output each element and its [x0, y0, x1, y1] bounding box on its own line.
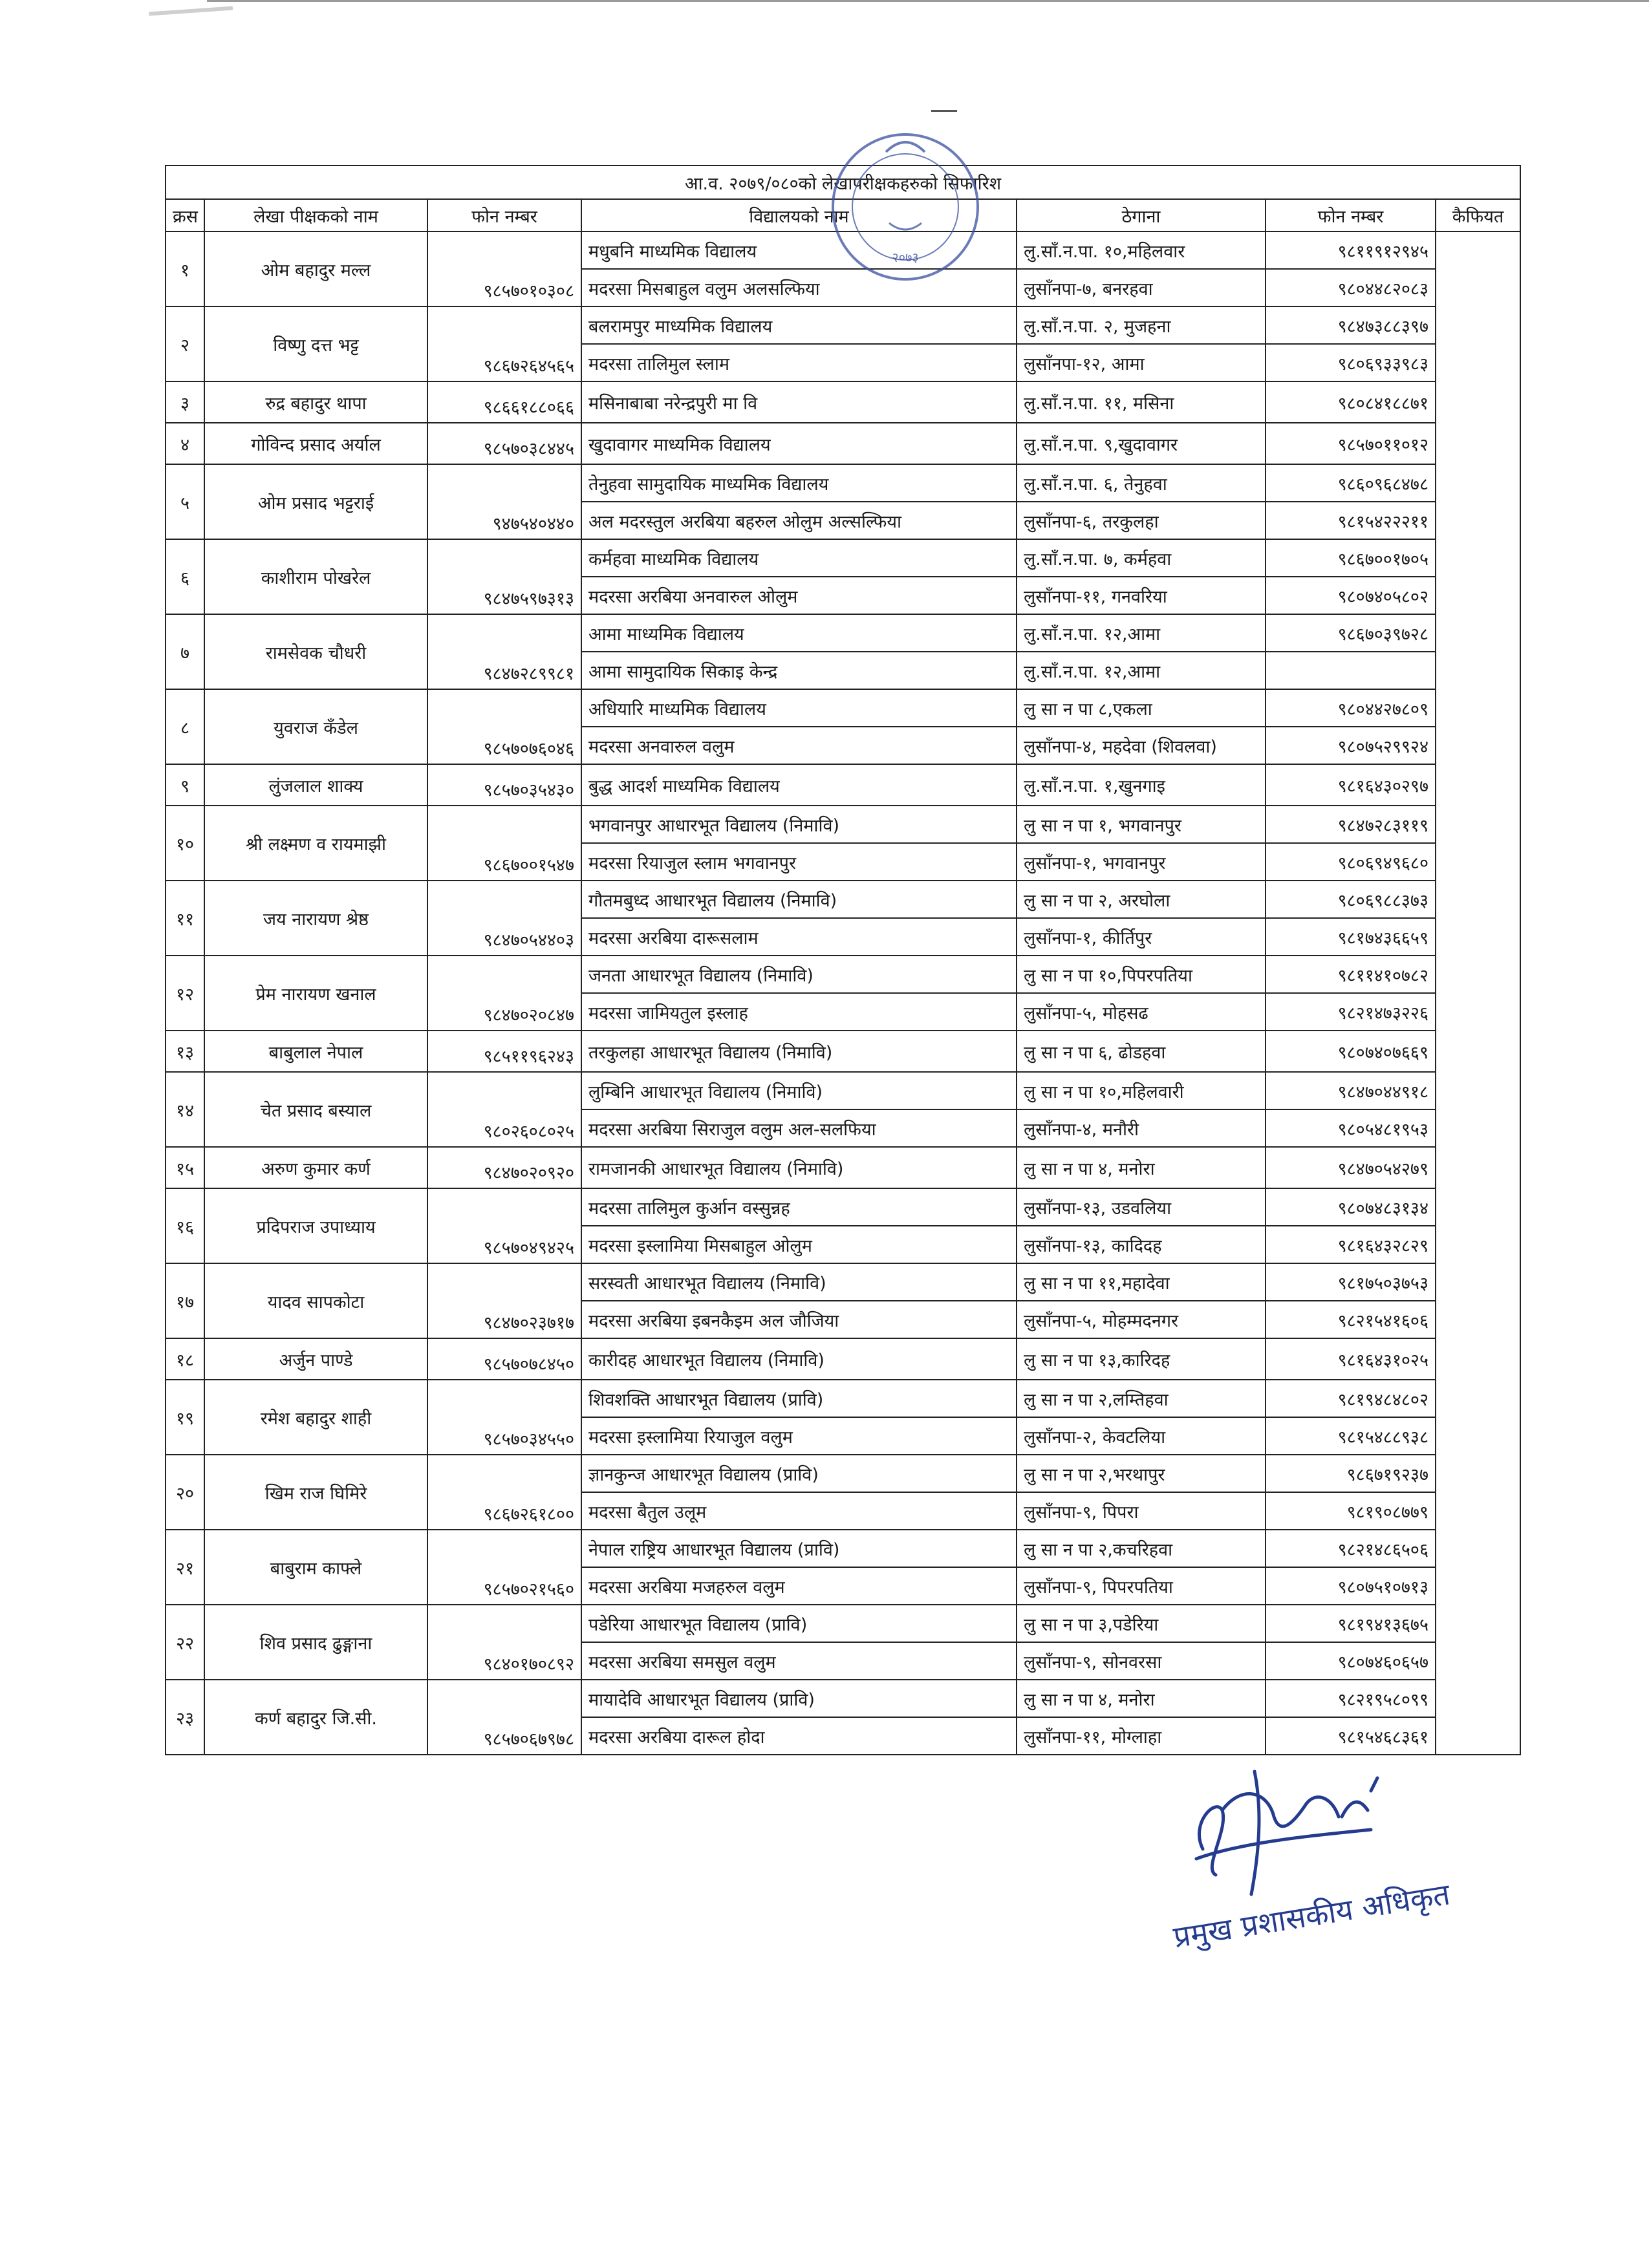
school-name: नेपाल राष्ट्रिय आधारभूत विद्यालय (प्रावि)	[581, 1530, 1017, 1567]
serial-number: १४	[166, 1072, 204, 1147]
school-phone: ९८१६४३१०२५	[1266, 1338, 1436, 1380]
auditor-name: गोविन्द प्रसाद अर्याल	[204, 423, 427, 464]
school-name: मदरसा अरबिया दारूसलाम	[581, 918, 1017, 956]
table-row	[166, 1031, 1520, 1072]
school-phone: ९८४७३८८३९७	[1266, 306, 1436, 344]
school-name: भगवानपुर आधारभूत विद्यालय (निमावि)	[581, 806, 1017, 843]
school-address: लुसाँनपा-६, तरकुलहा	[1017, 502, 1266, 539]
auditor-name: लुंजलाल शाक्य	[204, 764, 427, 806]
auditor-phone: ९८६७२६४५६५	[427, 306, 581, 381]
table-row	[166, 1188, 1520, 1226]
table-row	[166, 764, 1520, 806]
school-phone: ९८०७४६०६५७	[1266, 1642, 1436, 1680]
school-address: लुसाँनपा-९, सोनवरसा	[1017, 1642, 1266, 1680]
school-address: लु सा न पा ६, ढोडहवा	[1017, 1031, 1266, 1072]
school-name: बुद्ध आदर्श माध्यमिक विद्यालय	[581, 764, 1017, 806]
recommendation-table	[165, 165, 1521, 1755]
school-phone: ९८४७२८३११९	[1266, 806, 1436, 843]
school-name: मदरसा तालिमुल कुर्आन वस्सुन्नह	[581, 1188, 1017, 1226]
school-address: लु सा न पा ३,पडेरिया	[1017, 1605, 1266, 1642]
school-address: लु.साँ.न.पा. ७, कर्महवा	[1017, 539, 1266, 577]
school-address: लुसाँनपा-५, मोहसढ	[1017, 993, 1266, 1031]
auditor-phone: ९८५७०३८४४५	[427, 423, 581, 464]
table-row	[166, 956, 1520, 993]
serial-number: ३	[166, 381, 204, 423]
auditor-phone: ९८५७०७८४५०	[427, 1338, 581, 1380]
school-phone: ९८२१५४१६०६	[1266, 1301, 1436, 1338]
auditor-phone: ९८५७०४९४२५	[427, 1188, 581, 1263]
scan-edge	[207, 0, 1649, 14]
table-row	[166, 1680, 1520, 1717]
school-address: लु सा न पा २,लम्तिहवा	[1017, 1380, 1266, 1417]
designation-text: प्रमुख प्रशासकीय अधिकृत	[1170, 1876, 1452, 1955]
auditor-phone: ९८४०१७०८९२	[427, 1605, 581, 1680]
school-address: लु.साँ.न.पा. ९,खुदावागर	[1017, 423, 1266, 464]
header-row	[166, 199, 1520, 231]
table-row	[166, 1605, 1520, 1642]
auditor-name: रुद्र बहादुर थापा	[204, 381, 427, 423]
school-name: लुम्बिनि आधारभूत विद्यालय (निमावि)	[581, 1072, 1017, 1109]
school-name: पडेरिया आधारभूत विद्यालय (प्रावि)	[581, 1605, 1017, 1642]
school-name: गौतमबुध्द आधारभूत विद्यालय (निमावि)	[581, 881, 1017, 918]
serial-number: २	[166, 306, 204, 381]
auditor-name: अरुण कुमार कर्ण	[204, 1147, 427, 1188]
school-address: लुसाँनपा-१३, कादिदह	[1017, 1226, 1266, 1263]
table-row	[166, 1530, 1520, 1567]
serial-number: ४	[166, 423, 204, 464]
school-phone: ९८०८४१८८७१	[1266, 381, 1436, 423]
auditor-name: खिम राज घिमिरे	[204, 1455, 427, 1530]
stray-mark	[931, 110, 957, 112]
auditor-phone: ९४७५४०४४०	[427, 464, 581, 539]
serial-number: ५	[166, 464, 204, 539]
school-address: लु.साँ.न.पा. १२,आमा	[1017, 614, 1266, 652]
school-address: लु सा न पा ४, मनोरा	[1017, 1680, 1266, 1717]
auditor-phone: ९८५७०२१५६०	[427, 1530, 581, 1605]
school-phone: ९८०५४८१९५३	[1266, 1109, 1436, 1147]
school-name: मदरसा अरबिया सिराजुल वलुम अल-सलफिया	[581, 1109, 1017, 1147]
table-body	[166, 231, 1520, 1755]
school-address: लु सा न पा ११,महादेवा	[1017, 1263, 1266, 1301]
auditor-phone: ९८५७०१०३०८	[427, 231, 581, 306]
auditor-phone: ९८५७०६७९७८	[427, 1680, 581, 1755]
school-address: लु.साँ.न.पा. १०,महिलवार	[1017, 231, 1266, 269]
table-row	[166, 806, 1520, 843]
school-name: तरकुलहा आधारभूत विद्यालय (निमावि)	[581, 1031, 1017, 1072]
auditor-phone: ९८५७०३४५५०	[427, 1380, 581, 1455]
auditor-phone: ९८६७००१५४७	[427, 806, 581, 881]
auditor-name: जय नारायण श्रेष्ठ	[204, 881, 427, 956]
header-phone: फोन नम्बर	[427, 199, 581, 231]
school-name: मदरसा अनवारुल वलुम	[581, 727, 1017, 764]
school-phone: ९८१९४१३६७५	[1266, 1605, 1436, 1642]
school-address: लु सा न पा २, अरघोला	[1017, 881, 1266, 918]
serial-number: २३	[166, 1680, 204, 1755]
school-address: लुसाँनपा-१३, उडवलिया	[1017, 1188, 1266, 1226]
school-name: बलरामपुर माध्यमिक विद्यालय	[581, 306, 1017, 344]
school-phone: ९८०४४२७८०९	[1266, 689, 1436, 727]
school-phone: ९८०६९४९६८०	[1266, 843, 1436, 881]
auditor-phone: ९८४७२८९९८१	[427, 614, 581, 689]
auditor-phone: ९८०२६०८०२५	[427, 1072, 581, 1147]
table-row	[166, 881, 1520, 918]
school-name: मदरसा इस्लामिया रियाजुल वलुम	[581, 1417, 1017, 1455]
table-row	[166, 381, 1520, 423]
auditor-name: चेत प्रसाद बस्याल	[204, 1072, 427, 1147]
school-name: मदरसा बैतुल उलूम	[581, 1492, 1017, 1530]
school-name: अधियारि माध्यमिक विद्यालय	[581, 689, 1017, 727]
school-address: लुसाँनपा-७, बनरहवा	[1017, 269, 1266, 306]
serial-number: १०	[166, 806, 204, 881]
school-address: लु सा न पा २,भरथापुर	[1017, 1455, 1266, 1492]
school-phone: ९८०६९८८३७३	[1266, 881, 1436, 918]
school-name: आमा माध्यमिक विद्यालय	[581, 614, 1017, 652]
school-name: मदरसा जामियतुल इस्लाह	[581, 993, 1017, 1031]
auditor-name: ओम बहादुर मल्ल	[204, 231, 427, 306]
auditor-phone: ९८४७०२३७१७	[427, 1263, 581, 1338]
school-address: लुसाँनपा-२, केवटलिया	[1017, 1417, 1266, 1455]
serial-number: २२	[166, 1605, 204, 1680]
auditor-phone: ९८४७०२०८४७	[427, 956, 581, 1031]
school-name: कर्महवा माध्यमिक विद्यालय	[581, 539, 1017, 577]
school-name: मदरसा अरबिया समसुल वलुम	[581, 1642, 1017, 1680]
header-address: ठेगाना	[1017, 199, 1266, 231]
school-address: लुसाँनपा-१, कीर्तिपुर	[1017, 918, 1266, 956]
school-phone: ९८१९४८४८०२	[1266, 1380, 1436, 1417]
auditor-name: प्रेम नारायण खनाल	[204, 956, 427, 1031]
serial-number: १८	[166, 1338, 204, 1380]
table-row	[166, 614, 1520, 652]
school-name: मदरसा तालिमुल स्लाम	[581, 344, 1017, 381]
school-address: लु.साँ.न.पा. २, मुजहना	[1017, 306, 1266, 344]
school-phone: ९८१७५०३७५३	[1266, 1263, 1436, 1301]
school-phone: ९८११४१०७८२	[1266, 956, 1436, 993]
school-address: लुसाँनपा-१, भगवानपुर	[1017, 843, 1266, 881]
auditor-name: प्रदिपराज उपाध्याय	[204, 1188, 427, 1263]
school-name: जनता आधारभूत विद्यालय (निमावि)	[581, 956, 1017, 993]
header-school-name: विद्यालयको नाम	[581, 199, 1017, 231]
serial-number: १९	[166, 1380, 204, 1455]
school-phone: ९८०७४८३१३४	[1266, 1188, 1436, 1226]
table-row	[166, 1380, 1520, 1417]
table-title: आ.व. २०७९/०८०को लेखापरीक्षकहरुको सिफारिश	[166, 166, 1520, 199]
school-address: लुसाँनपा-९, पिपरा	[1017, 1492, 1266, 1530]
auditor-name: विष्णु दत्त भट्ट	[204, 306, 427, 381]
school-address: लुसाँनपा-४, मनौरी	[1017, 1109, 1266, 1147]
table-row	[166, 1263, 1520, 1301]
school-phone: ९८१५४८८९३८	[1266, 1417, 1436, 1455]
school-phone: ९८४७०४४९१८	[1266, 1072, 1436, 1109]
school-phone: ९८१६४३०२९७	[1266, 764, 1436, 806]
auditor-name: श्री लक्ष्मण व रायमाझी	[204, 806, 427, 881]
school-address: लु.साँ.न.पा. ६, तेनुहवा	[1017, 464, 1266, 502]
auditor-phone: ९८५७०३५४३०	[427, 764, 581, 806]
school-name: मदरसा इस्लामिया मिसबाहुल ओलुम	[581, 1226, 1017, 1263]
auditor-phone: ९८६६१८८०६६	[427, 381, 581, 423]
header-school-phone: फोन नम्बर	[1266, 199, 1436, 231]
auditor-name: कर्ण बहादुर जि.सी.	[204, 1680, 427, 1755]
school-name: मसिनाबाबा नरेन्द्रपुरी मा वि	[581, 381, 1017, 423]
school-phone: ९८०७४०५८०२	[1266, 577, 1436, 614]
school-name: मायादेवि आधारभूत विद्यालय (प्रावि)	[581, 1680, 1017, 1717]
header-auditor-name: लेखा पीक्षकको नाम	[204, 199, 427, 231]
table-row	[166, 1072, 1520, 1109]
school-phone: ९८०४४८२०८३	[1266, 269, 1436, 306]
school-address: लु सा न पा १०,महिलवारी	[1017, 1072, 1266, 1109]
svg-text:२०७३: २०७३	[892, 250, 919, 265]
school-phone: ९८०७४०७६६९	[1266, 1031, 1436, 1072]
serial-number: १	[166, 231, 204, 306]
school-address: लुसाँनपा-११, गनवरिया	[1017, 577, 1266, 614]
school-name: मदरसा मिसबाहुल वलुम अलसल्फिया	[581, 269, 1017, 306]
header-sn: क्रस	[166, 199, 204, 231]
signature	[1177, 1746, 1410, 1901]
table-row	[166, 231, 1520, 269]
school-phone: ९८१६४३२८२९	[1266, 1226, 1436, 1263]
school-name: ज्ञानकुन्ज आधारभूत विद्यालय (प्रावि)	[581, 1455, 1017, 1492]
serial-number: ८	[166, 689, 204, 764]
table-row	[166, 689, 1520, 727]
school-name: कारीदह आधारभूत विद्यालय (निमावि)	[581, 1338, 1017, 1380]
school-address: लु.साँ.न.पा. १,खुनगाइ	[1017, 764, 1266, 806]
auditor-name: ओम प्रसाद भट्टराई	[204, 464, 427, 539]
serial-number: ११	[166, 881, 204, 956]
school-name: तेनुहवा सामुदायिक माध्यमिक विद्यालय	[581, 464, 1017, 502]
school-phone: ९८१९०८७७९	[1266, 1492, 1436, 1530]
school-phone: ९८१५४६८३६१	[1266, 1717, 1436, 1755]
table-row	[166, 1455, 1520, 1492]
table-row	[166, 423, 1520, 464]
school-name: अल मदरस्तुल अरबिया बहरुल ओलुम अल्सल्फिया	[581, 502, 1017, 539]
auditor-phone: ९८४७५९७३१३	[427, 539, 581, 614]
school-address: लु सा न पा ८,एकला	[1017, 689, 1266, 727]
school-address: लु सा न पा २,कचरिहवा	[1017, 1530, 1266, 1567]
auditor-phone: ९८६७२६१८००	[427, 1455, 581, 1530]
school-phone	[1266, 652, 1436, 689]
serial-number: २०	[166, 1455, 204, 1530]
school-address: लु.साँ.न.पा. ११, मसिना	[1017, 381, 1266, 423]
auditor-name: यादव सापकोटा	[204, 1263, 427, 1338]
school-name: मदरसा अरबिया अनवारुल ओलुम	[581, 577, 1017, 614]
serial-number: १७	[166, 1263, 204, 1338]
school-name: खुदावागर माध्यमिक विद्यालय	[581, 423, 1017, 464]
serial-number: १५	[166, 1147, 204, 1188]
auditor-name: अर्जुन पाण्डे	[204, 1338, 427, 1380]
auditor-phone: ९८५११९६२४३	[427, 1031, 581, 1072]
school-name: आमा सामुदायिक सिकाइ केन्द्र	[581, 652, 1017, 689]
table-row	[166, 306, 1520, 344]
school-phone: ९८१७४३६६५९	[1266, 918, 1436, 956]
auditor-name: शिव प्रसाद ढुङ्गाना	[204, 1605, 427, 1680]
auditor-name: बाबुलाल नेपाल	[204, 1031, 427, 1072]
header-remarks: कैफियत	[1436, 199, 1520, 231]
serial-number: १२	[166, 956, 204, 1031]
school-phone: ९८६७०३९७२८	[1266, 614, 1436, 652]
auditor-phone: ९८४७०५४४०३	[427, 881, 581, 956]
school-address: लु सा न पा ४, मनोरा	[1017, 1147, 1266, 1188]
school-name: मधुबनि माध्यमिक विद्यालय	[581, 231, 1017, 269]
auditor-name: रामसेवक चौधरी	[204, 614, 427, 689]
school-address: लुसाँनपा-५, मोहम्मदनगर	[1017, 1301, 1266, 1338]
serial-number: ७	[166, 614, 204, 689]
auditor-name: युवराज कँडेल	[204, 689, 427, 764]
school-phone: ९८२१९५८०९९	[1266, 1680, 1436, 1717]
table-row	[166, 1147, 1520, 1188]
serial-number: ६	[166, 539, 204, 614]
auditor-name: बाबुराम काफ्ले	[204, 1530, 427, 1605]
school-name: रामजानकी आधारभूत विद्यालय (निमावि)	[581, 1147, 1017, 1188]
school-address: लुसाँनपा-९, पिपरपतिया	[1017, 1567, 1266, 1605]
school-phone: ९८६७००१७०५	[1266, 539, 1436, 577]
serial-number: १३	[166, 1031, 204, 1072]
school-name: शिवशक्ति आधारभूत विद्यालय (प्रावि)	[581, 1380, 1017, 1417]
school-address: लु सा न पा १३,कारिदह	[1017, 1338, 1266, 1380]
school-phone: ९८०७५२९९२४	[1266, 727, 1436, 764]
school-phone: ९८६७१९२३७	[1266, 1455, 1436, 1492]
school-address: लु सा न पा १०,पिपरपतिया	[1017, 956, 1266, 993]
school-phone: ९८११९१२९४५	[1266, 231, 1436, 269]
auditor-phone: ९८५७०७६०४६	[427, 689, 581, 764]
school-phone: ९८२१४८६५०६	[1266, 1530, 1436, 1567]
school-address: लुसाँनपा-४, महदेवा (शिवलवा)	[1017, 727, 1266, 764]
school-phone: ९८५७०११०१२	[1266, 423, 1436, 464]
school-name: मदरसा अरबिया दारूल होदा	[581, 1717, 1017, 1755]
school-phone: ९८६०९६८४७८	[1266, 464, 1436, 502]
school-address: लुसाँनपा-१२, आमा	[1017, 344, 1266, 381]
school-phone: ९८०७५१०७१३	[1266, 1567, 1436, 1605]
school-name: मदरसा अरबिया इबनकैइम अल जौजिया	[581, 1301, 1017, 1338]
auditor-phone: ९८४७०२०९२०	[427, 1147, 581, 1188]
school-address: लुसाँनपा-११, मोग्लाहा	[1017, 1717, 1266, 1755]
school-address: लु सा न पा १, भगवानपुर	[1017, 806, 1266, 843]
school-address: लु.साँ.न.पा. १२,आमा	[1017, 652, 1266, 689]
school-name: मदरसा रियाजुल स्लाम भगवानपुर	[581, 843, 1017, 881]
remarks-cell	[1436, 231, 1520, 1755]
serial-number: ९	[166, 764, 204, 806]
serial-number: १६	[166, 1188, 204, 1263]
school-phone: ९८१५४२२२११	[1266, 502, 1436, 539]
auditor-name: रमेश बहादुर शाही	[204, 1380, 427, 1455]
table-row	[166, 539, 1520, 577]
school-name: सरस्वती आधारभूत विद्यालय (निमावि)	[581, 1263, 1017, 1301]
school-phone: ९८२१४७३२२६	[1266, 993, 1436, 1031]
auditor-name: काशीराम पोखरेल	[204, 539, 427, 614]
table-row	[166, 464, 1520, 502]
school-name: मदरसा अरबिया मजहरुल वलुम	[581, 1567, 1017, 1605]
school-phone: ९८०६९३३९८३	[1266, 344, 1436, 381]
school-phone: ९८४७०५४२७९	[1266, 1147, 1436, 1188]
table-row	[166, 1338, 1520, 1380]
serial-number: २१	[166, 1530, 204, 1605]
